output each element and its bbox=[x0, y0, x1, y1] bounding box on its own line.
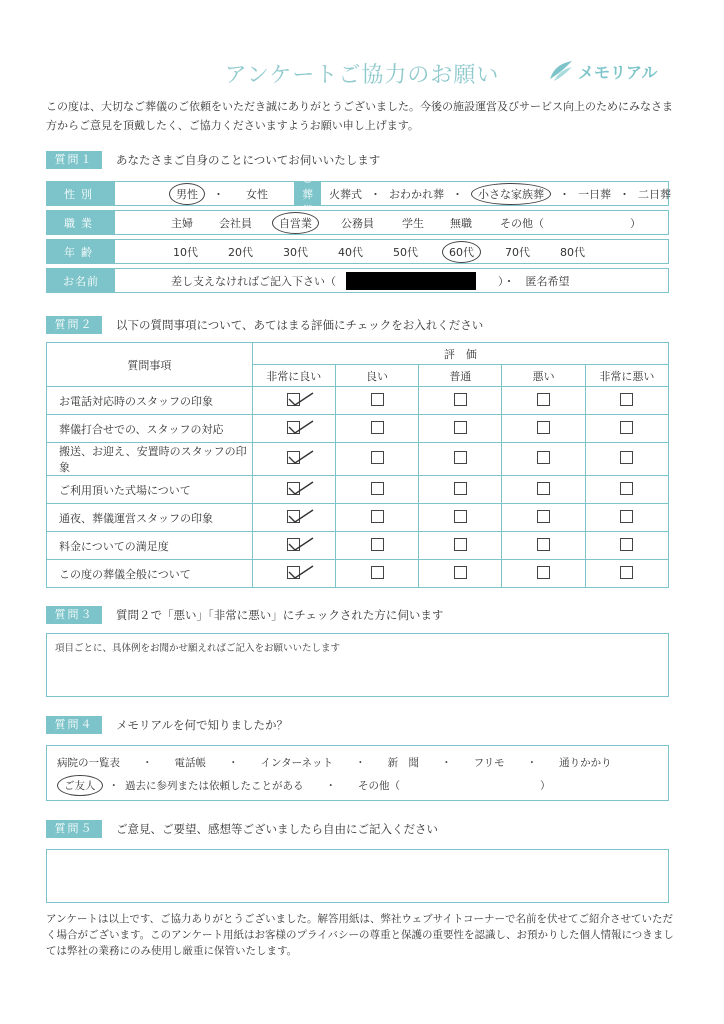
rating-cell bbox=[419, 476, 502, 504]
rating-checkbox[interactable] bbox=[287, 393, 300, 406]
rating-checkbox[interactable] bbox=[287, 538, 300, 551]
job-opt-4[interactable]: 公務員 bbox=[341, 216, 374, 230]
rating-checkbox[interactable] bbox=[620, 421, 633, 434]
check-mark-icon bbox=[286, 507, 316, 525]
question-item-label: 搬送、お迎え、安置時のスタッフの印象 bbox=[47, 443, 253, 476]
rating-cell bbox=[419, 387, 502, 415]
level-header-3: 悪い bbox=[502, 365, 585, 387]
q5-header bbox=[46, 820, 438, 838]
q1-badge: 質問１ bbox=[46, 151, 102, 169]
rating-checkbox[interactable] bbox=[371, 393, 384, 406]
rating-checkbox[interactable] bbox=[371, 451, 384, 464]
age-opt-10[interactable]: 10代 bbox=[173, 245, 198, 259]
rating-checkbox[interactable] bbox=[454, 451, 467, 464]
brand-logo bbox=[548, 58, 668, 84]
row-job bbox=[46, 210, 669, 235]
rating-cell bbox=[502, 415, 585, 443]
rating-cell bbox=[419, 560, 502, 588]
footer-text: アンケートは以上です、ご協力ありがとうございました。解答用紙は、弊社ウェブサイトコーナーで名前を伏せてご紹介させていただく場合がございます。このアンケート用紙はお客様のプライバシーの尊重と保護の重要性を認識し、お預かりした個人情報につきましては弊社の業務にのみ使用し厳重に保管いたします。 bbox=[46, 913, 674, 957]
funeral-opt-3[interactable]: 小さな家族葬 bbox=[471, 183, 551, 205]
job-opt-2[interactable]: 会社員 bbox=[219, 216, 252, 230]
name-redacted[interactable] bbox=[346, 272, 476, 290]
rating-checkbox[interactable] bbox=[537, 451, 550, 464]
level-header-0: 非常に良い bbox=[252, 365, 335, 387]
job-opt-3[interactable]: 自営業 bbox=[272, 212, 319, 234]
funeral-opt-1[interactable]: 火葬式 bbox=[329, 187, 362, 201]
rating-cell bbox=[585, 504, 668, 532]
rating-cell bbox=[335, 560, 418, 588]
rating-checkbox[interactable] bbox=[287, 451, 300, 464]
intro-text: この度は、大切なご葬儀のご依頼をいただき誠にありがとうございました。今後の施設運営及びサービス向上のためにみなさま方からご意見を頂戴したく、ご協力くださいますようお願い申し上げます。 bbox=[46, 100, 673, 132]
rating-checkbox[interactable] bbox=[454, 538, 467, 551]
job-opt-other[interactable]: その他（ bbox=[500, 216, 544, 230]
rating-checkbox[interactable] bbox=[287, 510, 300, 523]
rating-cell bbox=[252, 560, 335, 588]
source-other-close: ） bbox=[540, 779, 551, 792]
funeral-opt-2[interactable]: おわかれ葬 bbox=[389, 187, 444, 201]
name-prefix: 差し支えなければご記入下さい（ bbox=[171, 274, 336, 288]
question-item-label: ご利用頂いた式場について bbox=[47, 476, 253, 504]
rating-checkbox[interactable] bbox=[454, 393, 467, 406]
name-label: お名前 bbox=[47, 269, 115, 292]
job-opt-other-close: ） bbox=[630, 216, 641, 230]
check-mark-icon bbox=[286, 418, 316, 436]
row-name bbox=[46, 268, 669, 293]
rating-cell bbox=[419, 504, 502, 532]
col-item-header: 質問事項 bbox=[47, 343, 253, 387]
rating-checkbox[interactable] bbox=[537, 566, 550, 579]
table-row bbox=[47, 415, 669, 443]
age-opt-20[interactable]: 20代 bbox=[228, 245, 253, 259]
funeral-opt-5[interactable]: 二日葬 bbox=[638, 187, 671, 201]
q1-text: あなたさまご自身のことについてお伺いいたします bbox=[116, 153, 381, 167]
rating-checkbox[interactable] bbox=[620, 538, 633, 551]
age-opt-30[interactable]: 30代 bbox=[283, 245, 308, 259]
rating-cell bbox=[502, 532, 585, 560]
source-friend[interactable]: ご友人 bbox=[57, 775, 103, 796]
q4-badge: 質問４ bbox=[46, 716, 102, 734]
q5-answer-box[interactable] bbox=[46, 849, 669, 903]
rating-cell bbox=[419, 443, 502, 476]
gender-male[interactable]: 男性 bbox=[169, 183, 205, 205]
age-opt-60[interactable]: 60代 bbox=[442, 241, 481, 263]
source-phonebook[interactable]: 電話帳 bbox=[174, 756, 206, 769]
rating-cell bbox=[252, 443, 335, 476]
rating-checkbox[interactable] bbox=[454, 566, 467, 579]
q5-badge: 質問５ bbox=[46, 820, 102, 838]
rating-checkbox[interactable] bbox=[620, 566, 633, 579]
level-header-2: 普通 bbox=[419, 365, 502, 387]
table-row bbox=[47, 560, 669, 588]
rating-checkbox[interactable] bbox=[371, 566, 384, 579]
rating-cell bbox=[502, 443, 585, 476]
rating-cell bbox=[252, 415, 335, 443]
source-passing-by[interactable]: 通りかかり bbox=[559, 756, 612, 769]
q2-header bbox=[46, 316, 483, 334]
source-internet[interactable]: インターネット bbox=[260, 756, 334, 769]
row-age bbox=[46, 239, 669, 264]
rating-checkbox[interactable] bbox=[371, 538, 384, 551]
rating-cell bbox=[252, 476, 335, 504]
funeral-opt-4[interactable]: 一日葬 bbox=[578, 187, 611, 201]
rating-checkbox[interactable] bbox=[620, 482, 633, 495]
question-item-label: この度の葬儀全般について bbox=[47, 560, 253, 588]
rating-cell bbox=[335, 504, 418, 532]
source-hospital-list[interactable]: 病院の一覧表 bbox=[57, 756, 120, 769]
leaf-logo-icon bbox=[548, 59, 574, 83]
rating-checkbox[interactable] bbox=[454, 510, 467, 523]
age-opt-70[interactable]: 70代 bbox=[505, 245, 530, 259]
source-newspaper[interactable]: 新 聞 bbox=[387, 756, 420, 769]
rating-cell bbox=[502, 560, 585, 588]
q3-answer-box[interactable] bbox=[46, 633, 669, 697]
q4-text: メモリアルを何で知りましたか？ bbox=[116, 718, 289, 732]
rating-checkbox[interactable] bbox=[287, 421, 300, 434]
job-opt-5[interactable]: 学生 bbox=[402, 216, 424, 230]
q4-options-box: 病院の一覧表 ・ 電話帳 ・ インターネット ・ 新 聞 ・ フリモ ・ 通りかかり ご友人 ・ 過去に参列または依頼したことがある ・ その他（ ） bbox=[46, 745, 669, 801]
age-label: 年齢 bbox=[47, 240, 115, 263]
funeral-label: ご葬儀 bbox=[294, 182, 321, 205]
rating-cell bbox=[335, 387, 418, 415]
rating-cell bbox=[502, 387, 585, 415]
source-past-attendance[interactable]: 過去に参列または依頼したことがある bbox=[125, 779, 304, 792]
check-mark-icon bbox=[286, 479, 316, 497]
question-item-label: 葬儀打合せでの、スタッフの対応 bbox=[47, 415, 253, 443]
rating-checkbox[interactable] bbox=[454, 482, 467, 495]
rating-cell bbox=[419, 532, 502, 560]
rating-checkbox[interactable] bbox=[537, 510, 550, 523]
rating-cell bbox=[502, 476, 585, 504]
age-opt-50[interactable]: 50代 bbox=[393, 245, 418, 259]
q3-note: 項目ごとに、具体例をお聞かせ願えればご記入をお願いいたします bbox=[55, 643, 341, 654]
question-item-label: 料金についての満足度 bbox=[47, 532, 253, 560]
question-item-label: 通夜、葬儀運営スタッフの印象 bbox=[47, 504, 253, 532]
rating-checkbox[interactable] bbox=[620, 510, 633, 523]
table-row bbox=[47, 532, 669, 560]
table-row bbox=[47, 387, 669, 415]
page-title: アンケートご協力のお願い bbox=[224, 63, 500, 88]
rating-checkbox[interactable] bbox=[537, 393, 550, 406]
rating-checkbox[interactable] bbox=[537, 482, 550, 495]
table-row bbox=[47, 443, 669, 476]
rating-checkbox[interactable] bbox=[371, 482, 384, 495]
check-mark-icon bbox=[286, 563, 316, 581]
job-label: 職業 bbox=[47, 211, 115, 234]
rating-cell bbox=[585, 415, 668, 443]
table-row bbox=[47, 504, 669, 532]
rating-cell bbox=[335, 532, 418, 560]
rating-cell bbox=[585, 532, 668, 560]
rating-cell bbox=[585, 560, 668, 588]
check-mark-icon bbox=[286, 535, 316, 553]
rating-table bbox=[46, 342, 669, 588]
gender-label: 性別 bbox=[47, 182, 115, 205]
job-opt-6[interactable]: 無職 bbox=[450, 216, 472, 230]
check-mark-icon bbox=[286, 448, 316, 466]
rating-cell bbox=[335, 415, 418, 443]
q2-badge: 質問２ bbox=[46, 316, 102, 334]
rating-checkbox[interactable] bbox=[287, 566, 300, 579]
table-row bbox=[47, 476, 669, 504]
question-item-label: お電話対応時のスタッフの印象 bbox=[47, 387, 253, 415]
rating-checkbox[interactable] bbox=[620, 451, 633, 464]
level-header-4: 非常に悪い bbox=[585, 365, 668, 387]
age-opt-40[interactable]: 40代 bbox=[338, 245, 363, 259]
check-mark-icon bbox=[286, 390, 316, 408]
q3-badge: 質問３ bbox=[46, 606, 102, 624]
q4-header bbox=[46, 716, 288, 734]
rating-cell bbox=[502, 504, 585, 532]
rating-cell bbox=[585, 443, 668, 476]
col-eval-header: 評 価 bbox=[252, 343, 668, 365]
source-furimo[interactable]: フリモ bbox=[473, 756, 505, 769]
q3-text: 質問２で「悪い」「非常に悪い」にチェックされた方に伺います bbox=[116, 608, 444, 622]
rating-cell bbox=[252, 532, 335, 560]
rating-checkbox[interactable] bbox=[371, 421, 384, 434]
rating-checkbox[interactable] bbox=[454, 421, 467, 434]
gender-female[interactable]: 女性 bbox=[246, 187, 268, 201]
q1-header bbox=[46, 151, 380, 169]
row-gender-funeral: 性別 男性 ・ 女性 ご葬儀 火葬式 ・ おわかれ葬 ・ 小さな家族葬 ・ 一日葬 ・ 二日葬 bbox=[46, 181, 669, 206]
rating-cell bbox=[419, 415, 502, 443]
rating-checkbox[interactable] bbox=[620, 393, 633, 406]
rating-cell bbox=[585, 476, 668, 504]
rating-checkbox[interactable] bbox=[371, 510, 384, 523]
rating-cell bbox=[585, 387, 668, 415]
rating-checkbox[interactable] bbox=[287, 482, 300, 495]
logo-text: メモリアル bbox=[578, 62, 658, 82]
rating-checkbox[interactable] bbox=[537, 538, 550, 551]
name-suffix[interactable]: ）・ 匿名希望 bbox=[498, 274, 570, 288]
q2-text: 以下の質問事項について、あてはまる評価にチェックをお入れください bbox=[116, 318, 484, 332]
rating-cell bbox=[252, 387, 335, 415]
rating-cell bbox=[335, 443, 418, 476]
level-header-1: 良い bbox=[335, 365, 418, 387]
q3-header bbox=[46, 606, 443, 624]
rating-cell bbox=[335, 476, 418, 504]
age-opt-80[interactable]: 80代 bbox=[560, 245, 585, 259]
q5-text: ご意見、ご要望、感想等ございましたら自由にご記入ください bbox=[116, 822, 438, 836]
job-opt-1[interactable]: 主婦 bbox=[171, 216, 193, 230]
rating-cell bbox=[252, 504, 335, 532]
rating-checkbox[interactable] bbox=[537, 421, 550, 434]
source-other[interactable]: その他（ bbox=[358, 779, 400, 792]
